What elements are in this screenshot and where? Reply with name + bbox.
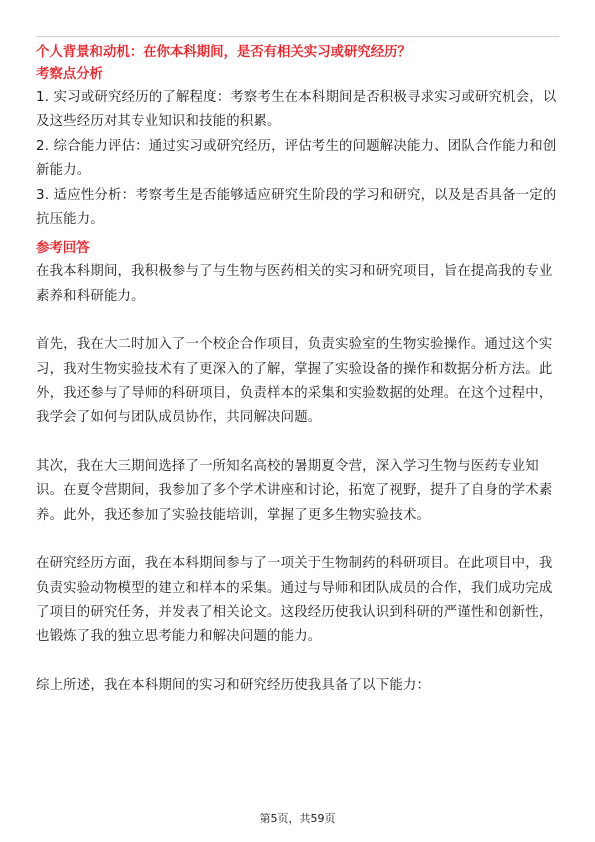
analysis-point-1: 1. 实习或研究经历的了解程度：考察考生在本科期间是否积极寻求实习或研究机会，以及这些经历对其专业知识和技能的积累。: [36, 90, 557, 130]
answer-paragraph-intro: 在我本科期间，我积极参与了与生物与医药相关的实习和研究项目，旨在提高我的专业素养和科研能力。: [36, 264, 553, 304]
answer-paragraph-summer-camp: 其次，我在大三期间选择了一所知名高校的暑期夏令营，深入学习生物与医药专业知识。在夏令营期间，我参加了多个学术讲座和讨论，拓宽了视野，提升了自身的学术素养。此外，我还参加了实验技能培训，掌握了更多生物实验技术。: [36, 458, 553, 523]
answer-paragraph-research: 在研究经历方面，我在本科期间参与了一项关于生物制药的科研项目。在此项目中，我负责实验动物模型的建立和样本的采集。通过与导师和团队成员的合作，我们成功完成了项目的研究任务，并发表了相关论文。这段经历使我认识到科研的严谨性和创新性，也锻炼了我的独立思考能力和解决问题的能力。: [36, 556, 553, 645]
page-content: [36, 42, 559, 698]
paragraph-gap: [36, 309, 559, 333]
analysis-point-2: 2. 综合能力评估：通过实习或研究经历，评估考生的问题解决能力、团队合作能力和创新能力。: [36, 138, 557, 179]
paragraph-gap: [36, 650, 559, 674]
paragraph-gap: [36, 528, 559, 552]
analysis-point-3: 3. 适应性分析：考察考生是否能够适应研究生阶段的学习和研究，以及是否具备一定的抗压能力。: [36, 187, 557, 228]
page-number-footer: 第5页，共59页: [259, 812, 336, 825]
analysis-heading: 考察点分析: [36, 67, 103, 82]
paragraph-gap: [36, 431, 559, 455]
top-divider: [36, 36, 559, 37]
answer-paragraph-summary: 综上所述，我在本科期间的实习和研究经历使我具备了以下能力：: [36, 677, 431, 693]
answer-heading: 参考回答: [36, 241, 90, 257]
interview-question: 个人背景和动机：在你本科期间，是否有相关实习或研究经历？: [36, 45, 411, 60]
answer-paragraph-internship: 首先，我在大二时加入了一个校企合作项目，负责实验室的生物实验操作。通过这个实习，我对生物实验技术有了更深入的了解，掌握了实验设备的操作和数据分析方法。此外，我还参与了导师的科研项目，负责样本的采集和实验数据的处理。在这个过程中，我学会了如何与团队成员协作，共同解决问题。: [36, 337, 553, 426]
